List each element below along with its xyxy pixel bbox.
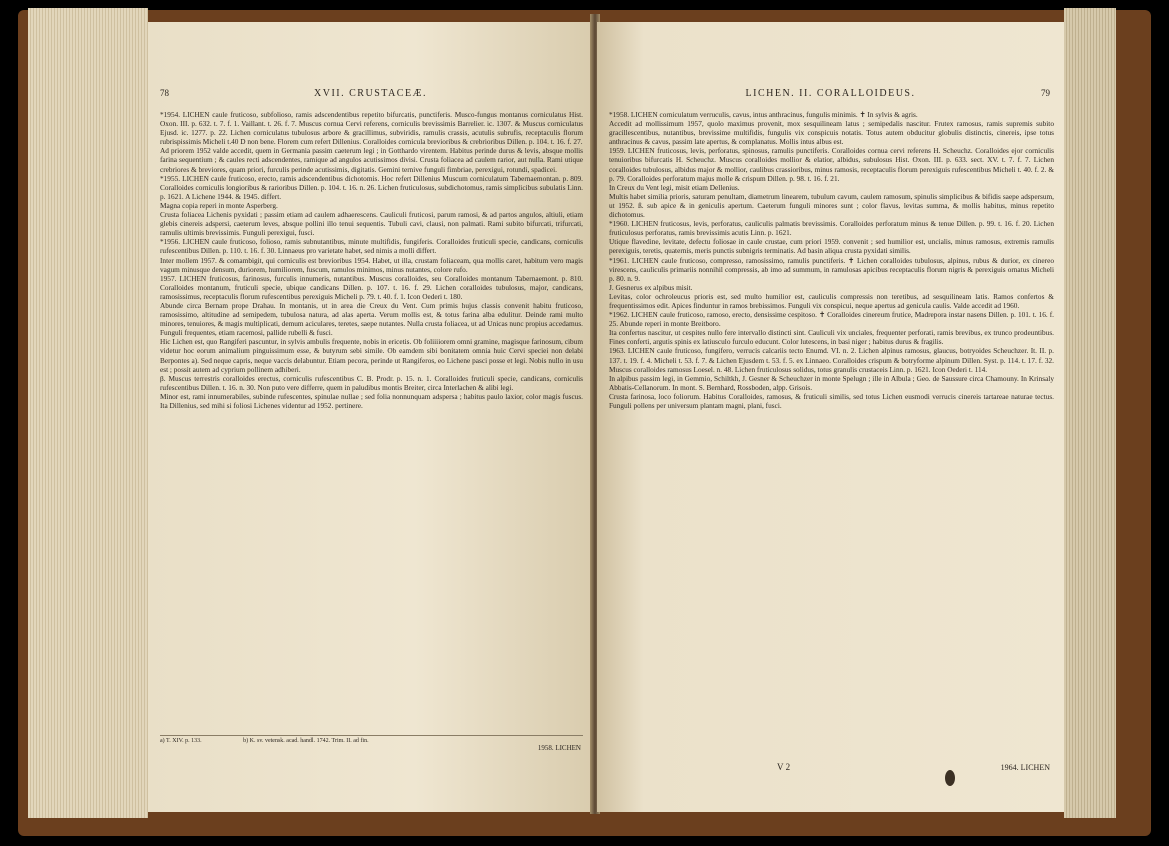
paragraph: J. Gesnerus ex alpibus misit.: [609, 282, 693, 292]
paragraph: In Creux du Vent legi, misit etiam Dellenius.: [609, 182, 740, 192]
paragraph: β. Muscus terrestris coralloides erectus, corniculis rufescentibus C. B. Prodr. p. 15. n. 1. Coralloides fruticuli specie, candicans, corniculis rufescentibus Dillen. t. 16. n. 30. Non puto vere differre, quem in paludibus montis Breiter, circa Interlachen & alibi legi.: [160, 373, 583, 392]
left-page-number: 78: [160, 88, 169, 98]
footnote: a) T. XIV. p. 133.: [160, 738, 202, 744]
right-page: [597, 22, 1064, 812]
paragraph: Abunde circa Bernam prope Drahau. In montanis, ut in area die Creux du Vent. Cum primis hujus classis convenit habitu fruticoso, ramosissimo, altitudine ad semipedem, tubulosa natura, ad alas aperta. Verum mollis est, & totus farina alba edulitur. Deinde rami multo minores, tenuiores, & magis multiplicati, demum aciculares, teretes, saepe nutantes. Nulla crusta foliacea, ut ad Unicas nunc propius accedamus. Funguli frequentes, etiam racemosi, pallide rubelli & fusci.: [160, 300, 583, 338]
paragraph: 1959. LICHEN fruticosus, levis, perforatus, spinosus, ramulis punctiferis. Coralloides cornua cervi referens H. Scheuchz. Coralloides ejor corniculis tenuioribus bifurcatis H. Scheuchz. Muscus coralloides mollior & elatior, albidus, subulosus Hist. Oxon. III. p. 633. sect. XV. t. 7. f. 7. Lichen coralloides tubulosus, albidus major & mollior, caulibus crassioribus, minus ramosis, receptaculis florum perexiguis rufescentibus Micheli t. 40. f. 2. & p. 79. Coralloides perforatum majus molle & crispum Dillen. p. 98. t. 16. f. 21.: [609, 146, 1054, 183]
paragraph: Crusta farinosa, loco foliorum. Habitus Coralloides, ramosus, & fruticuli similis, sed totus Lichen eusmodi verrucis cinereis tartareae naturae tectus. Funguli pollens per universum plantam magni, plani, fusci.: [609, 391, 1054, 410]
right-catchword: 1964. LICHEN: [1000, 763, 1050, 772]
paragraph: Hic Lichen est, quo Rangiferi pascuntur, in sylvis ambulis frequente, nobis in ericetis. Ob foliiiiorem omni gramine, magisque farinosum, cibum videtur hoc eorum animalium pinguissimum esse, & butyrum sebi simile. Ob eamdem sibi bonitatem omnia huic Cervi speciei non delabi Berpontes a). Sed neque capris, neque vaccis delabuntur. Etiam pecora, perinde ut Rangiferos, eo Lichene pasci posse et legi. Nobis nullo in usu est ; possit autem ad cyprium pollinem adhiberi.: [160, 337, 583, 374]
right-page-edges: [1064, 8, 1116, 818]
right-page-body: [597, 110, 1064, 410]
right-page-number: 79: [1041, 88, 1050, 98]
paragraph: *1956. LICHEN caule fruticoso, folioso, ramis subnutantibus, minute multifidis, fungiferis. Coralloides fruticuli specie, candicans, corniculis rufescentibus Dillen. p. 110. t. 16. f. 30. Linnaeus pro varietate habet, sed nimis a molli differt.: [160, 237, 583, 256]
paragraph: 1957. LICHEN fruticosus, farinosus, furculis innumeris, nutantibus. Muscus coralloides, seu Coralloides montanum Tabernaemont. p. 810. Coralloides montanum, fruticuli specie, ubique candicans Dillen. p. 107. t. 16. f. 29. Lichen coralloides tubulosus, major, candicans, ramosissimus, receptaculis florum rufescentibus perexiguis Micheli p. 79. t. 40. f. 1. Icon Oederi t. 180.: [160, 273, 583, 301]
paragraph: 1963. LICHEN caule fruticoso, fungifero, verrucis calcariis tecto Enumd. VI. n. 2. Lichen alpinus ramosus, glaucus, botryoides Scheuchzer. It. II. p. 137. t. 19. f. 4. Micheli t. 53. f. 7. & Lichen Ejusdem t. 53. f. 5. ex Linnaeo. Coralloides crispum & botryforme alpinum Dillen. Syst. p. 114. t. 17. f. 32. Muscus coralloides ramosus Loesel. n. 48. Lichen fruticulosus solidus, totus granulis crustaceis Linn. p. 1621. Icon Oederi t. 114.: [609, 346, 1054, 374]
paragraph: Crusta foliacea Lichenis pyxidati ; passim etiam ad caulem adhaerescens. Cauliculi fruticosi, parum ramosi, & ad partos angulos, altiuli, etiam glebis cinereis adspersi, caeterum leves, absque pollini illo tenui sequentis. Tubuli cavi, clausi, non palmati. Rami subito bifurcati, trifurcati, ramulis ultimis brevissimis. Funguli perexigui, fusci.: [160, 210, 583, 238]
paragraph: Ad priorem 1952 valde accedit, quem in Germania passim caeterum legi ; in Gotthardo virentem. Habitus perinde durus & levis, absque mollis farina sequentium ; & caules recti adscendentes, ramique ad angulos acutissimos divisi. Crusta foliacea ad caulem rarior, aut nulla. Rami utique crebriores & breviores, quam priori, furculis perinde acutissimis, digitatis. Gemini ternive funguli fimbriae, perexigui, rotundi, spadicei.: [160, 146, 583, 174]
paragraph: Ita confertus nascitur, ut cespites nullo fere intervallo distincti sint. Cauliculi vix unciales, frequenter perforati, ramis brevibus, ex trunco prodeuntibus. Fines conferti, argutis spinis ex latiusculo furculo educunt. Color lutescens, in basi niger ; habitus durus & fragilis.: [609, 328, 1054, 347]
binding-ornament: [945, 770, 955, 786]
paragraph: Utique flavedine, levitate, defectu foliosae in caule crustae, cum priori 1959. convenit ; sed humilior est, uncialis, minus ramosus, extremis ramulis perexiguis, teretis, quaternis, meris punctis subnigris terminatis. Ad basin aliqua crusta pyxidati similis.: [609, 237, 1054, 256]
paragraph: Minor est, rami innumerabiles, subinde rufescentes, spinulae nullae ; sed folia nonnunquam adspersa ; habitus paulo laxior, color magis fuscus. Ita Dillenius, sed mihi si foliosi Lichenes videntur ad 1952. pertinere.: [160, 391, 583, 410]
footnotes: [160, 735, 583, 744]
left-catchword: 1958. LICHEN: [537, 744, 581, 752]
right-page-title: LICHEN. II. CORALLOIDEUS.: [745, 88, 916, 99]
left-page-header: [148, 88, 593, 110]
left-page: [148, 22, 594, 812]
left-page-title: XVII. CRUSTACEÆ.: [314, 88, 427, 99]
left-page-body: [148, 110, 593, 410]
paragraph: *1954. LICHEN caule fruticoso, subfolioso, ramis adscendentibus repetito bifurcatis, punctiferis. Musco-fungus montanus corniculatus Hist. Oxon. III. p. 632. t. 7. f. 1. Vaillant. t. 26. f. 7. Muscus cornua Cervi referens, corniculis brevissimis Barrelier. ic. 1307. & Muscus corniculatus Ejusd. ic. 1277. p. 22. Lichen corniculatus tubulosus arbore & gracillimus, subviridis, ramulis crassis, acutulis subrufis, receptaculis florum rubrispissimis Micheli t.40 D non bene. Florem cum refert Dillenius. Coralloides cornicula brevioribus & crebrioribus Dillen. p. 104. t. 16. f. 27.: [160, 110, 583, 147]
paragraph: Levitas, color ochroleucus prioris est, sed multo humilior est, cauliculis compressis non teretibus, ad sesquilineam latis. Ramos confertos & frequentissimos edit. Apices finduntur in ramos brebissimos. Funguli vix conspicui, neque apertus ad genicula caulis. Valde accedit ad 1960.: [609, 291, 1054, 310]
paragraph: *1960. LICHEN fruticosus, levis, perforatus, cauliculis palmatis brevissimis. Coralloides perforatum minus & tenue Dillen. p. 99. t. 16. f. 20. Lichen fruticulosus perforatus, ramis brevissimis acutis Linn. p. 1621.: [609, 219, 1054, 238]
paragraph: *1961. LICHEN caule fruticoso, compresso, ramosissimo, ramulis punctiferis. ✝ Lichen coralloides tubulosus, alpinus, rubus & durior, ex cinereo virescens, cauliculis primariis nonnihil compressis, ab imo ad summum, in ramulosas apicibus receptaculis florum nigris & perexiguis ornatus Micheli p. 80. n. 9.: [609, 255, 1054, 283]
footnote: b) K. sv. vetensk. acad. handl. 1742. Trim. II. ad fin.: [243, 738, 369, 744]
paragraph: Multis habet similia prioris, saturam penultam, diametrum linearem, tubulum cavum, caulem ramosum, spinulis simplicibus & bifidis saepe adspersum, ut 1952. ß. sub apice & in geniculis apertum. Caeterum funguli minores sunt ; color flavus, levitas summa, & mollis habitus, minus repetito dichotomus.: [609, 191, 1054, 220]
left-page-edges: [28, 8, 148, 818]
paragraph: *1955. LICHEN caule fruticoso, erecto, ramis adscendentibus dichotomis. Hoc refert Dillenius Muscum corniculatum Tabernaemontan. p. 809. Coralloides corniculis longioribus & rarioribus Dillen. p. 104. t. 16. n. 26. Lichen fruticulosus, subdichotomus, ramis simplicibus subulatis Linn. p. 1621. A Lichene 1944. & 1945. differt.: [160, 173, 583, 201]
paragraph: In alpibus passim legi, in Gemmio, Schiltkh, J. Gesner & Scheuchzer in monte Spelugn ; ille in Albula ; Geo. de Saussure circa Chamouny. In Krinsaly Abbatis-Cellanorum. In mont. S. Bernhard, Rossboden, alpp. Grisois.: [609, 373, 1054, 392]
signature-mark: V 2: [777, 762, 791, 772]
paragraph: *1962. LICHEN caule fruticoso, ramoso, erecto, densissime cespitoso. ✝ Coralloides cinereum frutice, Madrepora instar nasens Dillen. p. 101. t. 16. f. 25. Abunde reperi in monte Breitboro.: [609, 310, 1054, 329]
right-page-header: [597, 88, 1064, 110]
paragraph: Accedit ad mollissimum 1957, quolo maximus provenit, mox sesquilineam latus ; semipedalis nascitur. Frutex ramosus, ramis supremis subito gracillescentibus, nutantibus, brevissime multifidis, fungulis vix conspicuis notatis. Totus autem obducitur globulis distinctis, cinereis, ipse totus anthracinus & cavus, passim late apertus, & complanatus. Mollis intus albus est.: [609, 119, 1054, 147]
paragraph: Magna copia reperi in monte Asperberg.: [160, 200, 278, 210]
paragraph: Inter mollem 1957. & comambigit, qui corniculis est brevioribus 1954. Habet, ut illa, crustam foliaceam, qua mollis caret, habitum vero magis vagum minusque densum, duriorem, humiliorem, fuscum, ramulos minimos, minus nutantes, colore rufo.: [160, 255, 583, 274]
paragraph: *1958. LICHEN corniculatum verruculis, cavus, intus anthracinus, fungulis minimis. ✝ In sylvis & agris.: [609, 110, 918, 119]
